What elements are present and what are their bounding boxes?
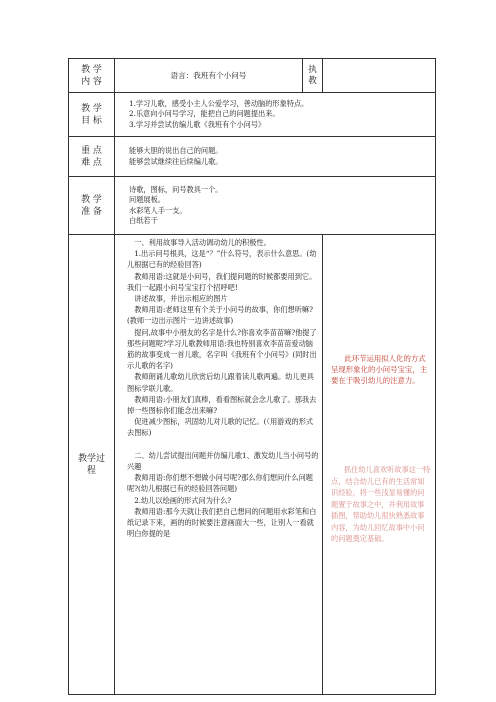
goal-item: 3.学习并尝试仿编儿歌《我班有个小问号》 (129, 119, 266, 129)
process-line: 提问,故事中小朋友的名字是什么?你喜欢李苗苗嘛?他提了那些问题呢?学习儿歌教师用语:我也特别喜欢李苗苗爱动脑筋的故事变成一首儿歌，名字叫《我班有个小问号》(同时出示儿歌的名字) (127, 327, 317, 371)
notes-cell (323, 235, 436, 695)
process-line: 教师用语:那今天就让我们把自己想问的问题用水彩笔和白纸记录下来，画的的时候要注意画面大一些，让别人一看就明白你提的是 (127, 506, 317, 539)
row-focus (69, 137, 436, 177)
goal-item: 1.学习儿歌，感受小主人公爱学习，善动脑的形象特点。 (129, 99, 309, 109)
prep-item: 水彩笔人手一支。 (129, 205, 187, 215)
process-cell (115, 235, 323, 695)
process-line: 教师用语:这就是小问号，我们提问题的时候都要用到它。我们一起跟小问号宝宝打个招呼吧! (127, 271, 317, 292)
process-line: 教师用语:你们想不想做小问号呢?那么你们想问什么问题呢?(幼儿根据已有的经验回答问题) (127, 473, 313, 494)
label-focus-text: 重 点 难 点 (81, 145, 102, 168)
process-line: 一、利用故事导入活动调动幼儿的积极性。 (134, 238, 271, 247)
note-spacer (331, 386, 431, 464)
label-teacher (303, 59, 323, 93)
label-subject (69, 59, 115, 93)
process-line: 二、幼儿尝试提出问题并仿编儿歌1、激发幼儿当小问号的兴趣 (127, 450, 319, 472)
process-line: 教师朗诵儿歌幼儿欣赏后幼儿跟着读儿歌两遍。幼儿更具图标学联儿歌。 (127, 372, 314, 393)
label-focus (69, 137, 115, 177)
focus-cell (115, 137, 436, 177)
process-line: 2.幼儿以绘画的形式问为什么? (134, 495, 232, 505)
label-goals-text: 教 学 目 标 (81, 103, 102, 126)
row-subject (69, 59, 436, 93)
prep-cell (115, 177, 436, 235)
process-line: 1.出示问号根具，这是“？”什么符号，表示什么意思。(幼儿根据已有的经验回答) (127, 249, 317, 270)
lesson-plan-sheet (68, 58, 435, 695)
goals-cell (115, 93, 436, 137)
label-teacher-text: 执 教 (308, 64, 317, 86)
note-story: 抓住幼儿喜欢听故事这一特点，结合幼儿已有的生活常知识经验，将一些浅显易懂的问题置于故事之中，并利用故事插图，帮助幼儿很快熟悉故事内容，为幼儿回忆故事中小问的问题奠定基础。 (331, 465, 431, 543)
prep-item: 诗歌，图标，问号教具一个。 (129, 185, 223, 195)
lesson-title: 语言：我班有个小问号 (170, 71, 247, 80)
lesson-plan-table (68, 58, 436, 695)
teacher-value-cell (323, 59, 436, 93)
label-process-text: 教学过 程 (77, 453, 105, 476)
process-line: 教师用语:小朋友们真棒，看看图标就会念儿歌了。那我去掉一些图标你们能念出来嘛? (127, 394, 317, 416)
label-prep-text: 教 学 准 备 (81, 194, 102, 217)
process-line: 讲述故事，并出示相应的图片 (134, 294, 228, 304)
lesson-title-cell (115, 59, 303, 93)
focus-item: 能够大胆的说出自己的问题。 (129, 146, 223, 156)
label-subject-text: 教 学 内 容 (81, 64, 102, 87)
row-prep (69, 177, 436, 235)
focus-item: 能够尝试继续往后续编儿歌。 (129, 156, 223, 166)
prep-item: 问题展板。 (129, 195, 165, 205)
process-line: 教师用语:老师这里有个关于小问号的故事，你们想听嘛?(教师一边出示图片一边讲述故事) (127, 305, 313, 326)
label-prep (69, 177, 115, 235)
label-goals (69, 93, 115, 137)
process-line: 促进减少图标，巩固幼儿对儿歌的记忆。(（用游戏的形式去图标) (127, 417, 314, 438)
note-intro: 此环节运用拟人化的方式呈现形象化的小问号宝宝，主要在于吸引幼儿的注意力。 (331, 354, 428, 385)
row-process (69, 235, 436, 695)
prep-item: 白纸若干 (129, 215, 158, 225)
label-process (69, 235, 115, 695)
row-goals (69, 93, 436, 137)
process-line-blank (127, 439, 319, 450)
goal-item: 2.乐意向小问号学习，能把自己的问题提出来。 (129, 109, 280, 119)
